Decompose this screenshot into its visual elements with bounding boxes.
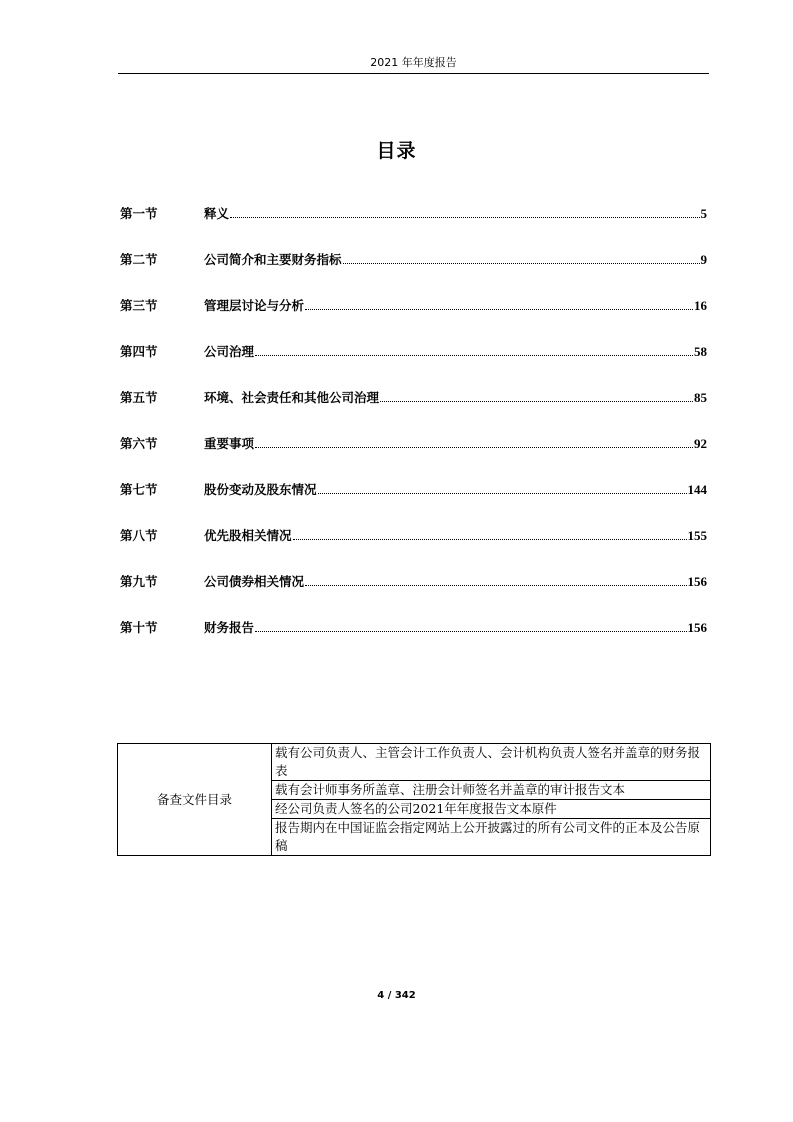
- toc-leader-dots: [380, 401, 693, 402]
- toc-section-title: 优先股相关情况: [204, 528, 292, 543]
- toc-page-number: 85: [694, 390, 707, 405]
- reference-document-item: 报告期内在中国证监会指定网站上公开披露过的所有公司文件的正本及公告原稿: [272, 819, 711, 856]
- reference-document-item: 载有公司负责人、主管会计工作负责人、会计机构负责人签名并盖章的财务报表: [272, 744, 711, 781]
- toc-entry[interactable]: [120, 526, 707, 544]
- toc-section-number: 第八节: [120, 528, 158, 543]
- toc-section-title: 财务报告: [204, 620, 255, 635]
- toc-entry[interactable]: [120, 480, 707, 498]
- running-header: 2021 年年度报告: [370, 56, 457, 69]
- toc-section-number: 第六节: [120, 436, 158, 451]
- toc-leader-dots: [255, 631, 686, 632]
- toc-section-title: 股份变动及股东情况: [204, 482, 317, 497]
- toc-entry[interactable]: [120, 250, 707, 268]
- toc-page-number: 156: [687, 574, 707, 589]
- toc-page-number: 156: [687, 620, 707, 635]
- reference-document-item: 载有会计师事务所盖章、注册会计师签名并盖章的审计报告文本: [272, 781, 711, 800]
- reference-document-item: 经公司负责人签名的公司2021年年度报告文本原件: [272, 800, 711, 819]
- toc-section-title: 公司治理: [204, 344, 255, 359]
- toc-section-title: 环境、社会责任和其他公司治理: [204, 390, 380, 405]
- toc-page-number: 9: [700, 252, 707, 267]
- page-number-footer: 4 / 342: [377, 990, 416, 1001]
- toc-section-title: 重要事项: [204, 436, 255, 451]
- toc-page-number: 5: [700, 206, 707, 221]
- toc-leader-dots: [255, 447, 693, 448]
- toc-page-number: 58: [694, 344, 707, 359]
- toc-entry[interactable]: [120, 204, 707, 222]
- toc-leader-dots: [305, 585, 686, 586]
- toc-section-number: 第十节: [120, 620, 158, 635]
- toc-leader-dots: [318, 493, 687, 494]
- toc-entry[interactable]: [120, 388, 707, 406]
- toc-entry[interactable]: [120, 342, 707, 360]
- toc-leader-dots: [293, 539, 687, 540]
- toc-section-number: 第九节: [120, 574, 158, 589]
- toc-section-number: 第二节: [120, 252, 158, 267]
- toc-page-number: 155: [687, 528, 707, 543]
- toc-page-number: 16: [694, 298, 707, 313]
- toc-section-title: 管理层讨论与分析: [204, 298, 305, 313]
- toc-page-number: 144: [687, 482, 707, 497]
- toc-section-title: 公司债券相关情况: [204, 574, 305, 589]
- toc-section-title: 公司简介和主要财务指标: [204, 252, 342, 267]
- toc-entry[interactable]: [120, 572, 707, 590]
- toc-entry[interactable]: [120, 296, 707, 314]
- toc-leader-dots: [305, 309, 693, 310]
- toc-leader-dots: [255, 355, 693, 356]
- toc-section-number: 第七节: [120, 482, 158, 497]
- toc-section-title: 释义: [204, 206, 230, 221]
- header-rule: [118, 73, 709, 74]
- toc-section-number: 第一节: [120, 206, 158, 221]
- reference-documents-table: [117, 743, 711, 856]
- toc-section-number: 第四节: [120, 344, 158, 359]
- toc-section-number: 第三节: [120, 298, 158, 313]
- page-title: 目录: [376, 140, 417, 162]
- toc-leader-dots: [343, 263, 700, 264]
- toc-section-number: 第五节: [120, 390, 158, 405]
- toc-entry[interactable]: [120, 434, 707, 452]
- reference-documents-label: 备查文件目录: [118, 744, 272, 856]
- toc-entry[interactable]: [120, 618, 707, 636]
- toc-page-number: 92: [694, 436, 707, 451]
- toc-leader-dots: [230, 217, 699, 218]
